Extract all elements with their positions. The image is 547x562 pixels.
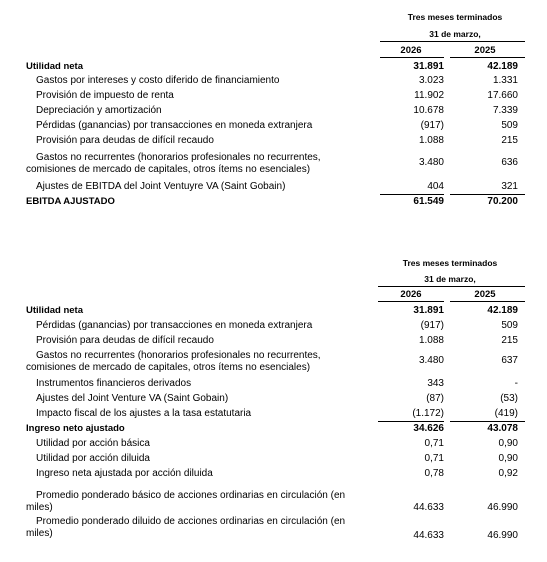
value-2025: 321 <box>501 181 518 192</box>
table2-total-rule-2 <box>450 421 525 422</box>
table1-year2-header: 2025 <box>474 45 496 56</box>
value-2026: 31.891 <box>413 61 444 72</box>
row-label-line1: Gastos no recurrentes (honorarios profesionales no recurrentes, <box>36 350 321 361</box>
value-2026: 0,71 <box>424 438 444 449</box>
value-2025: (53) <box>500 393 518 404</box>
value-2026: 11.902 <box>414 90 444 101</box>
value-2025: 7.339 <box>492 105 518 116</box>
value-2026: (917) <box>420 320 444 331</box>
row-label: Utilidad por acción básica <box>36 438 150 449</box>
row-label: Utilidad neta <box>26 61 84 72</box>
table1-year-rule-1 <box>380 57 444 58</box>
value-2025: 0,92 <box>498 468 518 479</box>
value-2026: 0,71 <box>424 453 444 464</box>
row-label: Depreciación y amortización <box>36 105 162 116</box>
row-label-line2: comisiones de mercado de capitales, otros ítems no esenciales) <box>26 164 311 175</box>
row-label: Impacto fiscal de los ajustes a la tasa estatutaria <box>36 408 252 419</box>
row-label: Ingreso neta ajustada por acción diluida <box>36 468 213 479</box>
value-2026: 343 <box>427 378 444 389</box>
table1-header-rule <box>380 41 525 42</box>
value-2026: 3.023 <box>418 75 444 86</box>
table2-date-header: 31 de marzo, <box>424 274 476 284</box>
value-2025: 70.200 <box>487 196 518 207</box>
value-2025: 46.990 <box>487 530 518 541</box>
value-2025: 42.189 <box>487 305 518 316</box>
value-2026: 1.088 <box>418 335 444 346</box>
row-label-line2: miles) <box>26 502 53 513</box>
value-2025: 0,90 <box>498 438 518 449</box>
row-label-line2: miles) <box>26 528 53 539</box>
value-2025: 0,90 <box>498 453 518 464</box>
row-label-line1: Gastos no recurrentes (honorarios profesionales no recurrentes, <box>36 152 321 163</box>
row-label-line2: comisiones de mercado de capitales, otros ítems no esenciales) <box>26 362 311 373</box>
row-label-line1: Promedio ponderado básico de acciones ordinarias en circulación (en <box>36 490 346 501</box>
value-2026: 44.633 <box>413 502 444 513</box>
value-2025: (419) <box>494 408 518 419</box>
value-2026: (87) <box>426 393 444 404</box>
row-label: Provisión de impuesto de renta <box>36 90 174 101</box>
value-2026: 0,78 <box>424 468 444 479</box>
table2-year-rule-2 <box>450 301 525 302</box>
row-label: Ingreso neto ajustado <box>26 423 125 434</box>
table1-total-rule-1 <box>380 194 444 195</box>
table1-period-header: Tres meses terminados <box>407 12 503 22</box>
row-label-line1: Promedio ponderado diluido de acciones ordinarias en circulación (en <box>36 516 346 527</box>
value-2026: 61.549 <box>413 196 444 207</box>
value-2025: 215 <box>501 135 518 146</box>
table2-header-rule <box>378 286 525 287</box>
value-2025: 215 <box>501 335 518 346</box>
value-2026: (917) <box>420 120 444 131</box>
table2-year1-header: 2026 <box>400 289 422 300</box>
value-2026: 34.626 <box>413 423 444 434</box>
table2-year-rule-1 <box>378 301 444 302</box>
value-2025: 509 <box>501 320 518 331</box>
value-2025: 42.189 <box>487 61 518 72</box>
value-2025: - <box>514 378 518 389</box>
row-label: Gastos por intereses y costo diferido de financiamiento <box>36 75 280 86</box>
row-label: Ajustes del Joint Venture VA (Saint Gobain) <box>36 393 229 404</box>
table2-total-rule-1 <box>378 421 444 422</box>
table2-year2-header: 2025 <box>474 289 496 300</box>
value-2026: 44.633 <box>413 530 444 541</box>
table1-year-rule-2 <box>450 57 525 58</box>
value-2026: 3.480 <box>418 157 444 168</box>
value-2026: 1.088 <box>418 135 444 146</box>
value-2026: 3.480 <box>418 355 444 366</box>
value-2025: 1.331 <box>492 75 518 86</box>
row-label: Pérdidas (ganancias) por transacciones en moneda extranjera <box>36 320 313 331</box>
table1-total-rule-2 <box>450 194 525 195</box>
row-label: Provisión para deudas de difícil recaudo <box>36 135 214 146</box>
value-2026: (1.172) <box>412 408 444 419</box>
row-label: Utilidad neta <box>26 305 84 316</box>
value-2026: 404 <box>427 181 444 192</box>
table1-year1-header: 2026 <box>400 45 422 56</box>
value-2026: 10.678 <box>413 105 444 116</box>
value-2025: 637 <box>501 355 518 366</box>
value-2025: 636 <box>501 157 518 168</box>
value-2025: 46.990 <box>487 502 518 513</box>
row-label: EBITDA AJUSTADO <box>26 196 115 207</box>
value-2025: 43.078 <box>487 423 518 434</box>
value-2026: 31.891 <box>413 305 444 316</box>
value-2025: 17.660 <box>487 90 518 101</box>
table1-date-header: 31 de marzo, <box>429 29 481 39</box>
row-label: Ajustes de EBITDA del Joint Ventuyre VA (Saint Gobain) <box>36 181 286 192</box>
row-label: Instrumentos financieros derivados <box>36 378 192 389</box>
table2-period-header: Tres meses terminados <box>402 258 498 268</box>
value-2025: 509 <box>501 120 518 131</box>
row-label: Utilidad por acción diluida <box>36 453 150 464</box>
row-label: Pérdidas (ganancias) por transacciones en moneda extranjera <box>36 120 313 131</box>
row-label: Provisión para deudas de difícil recaudo <box>36 335 214 346</box>
